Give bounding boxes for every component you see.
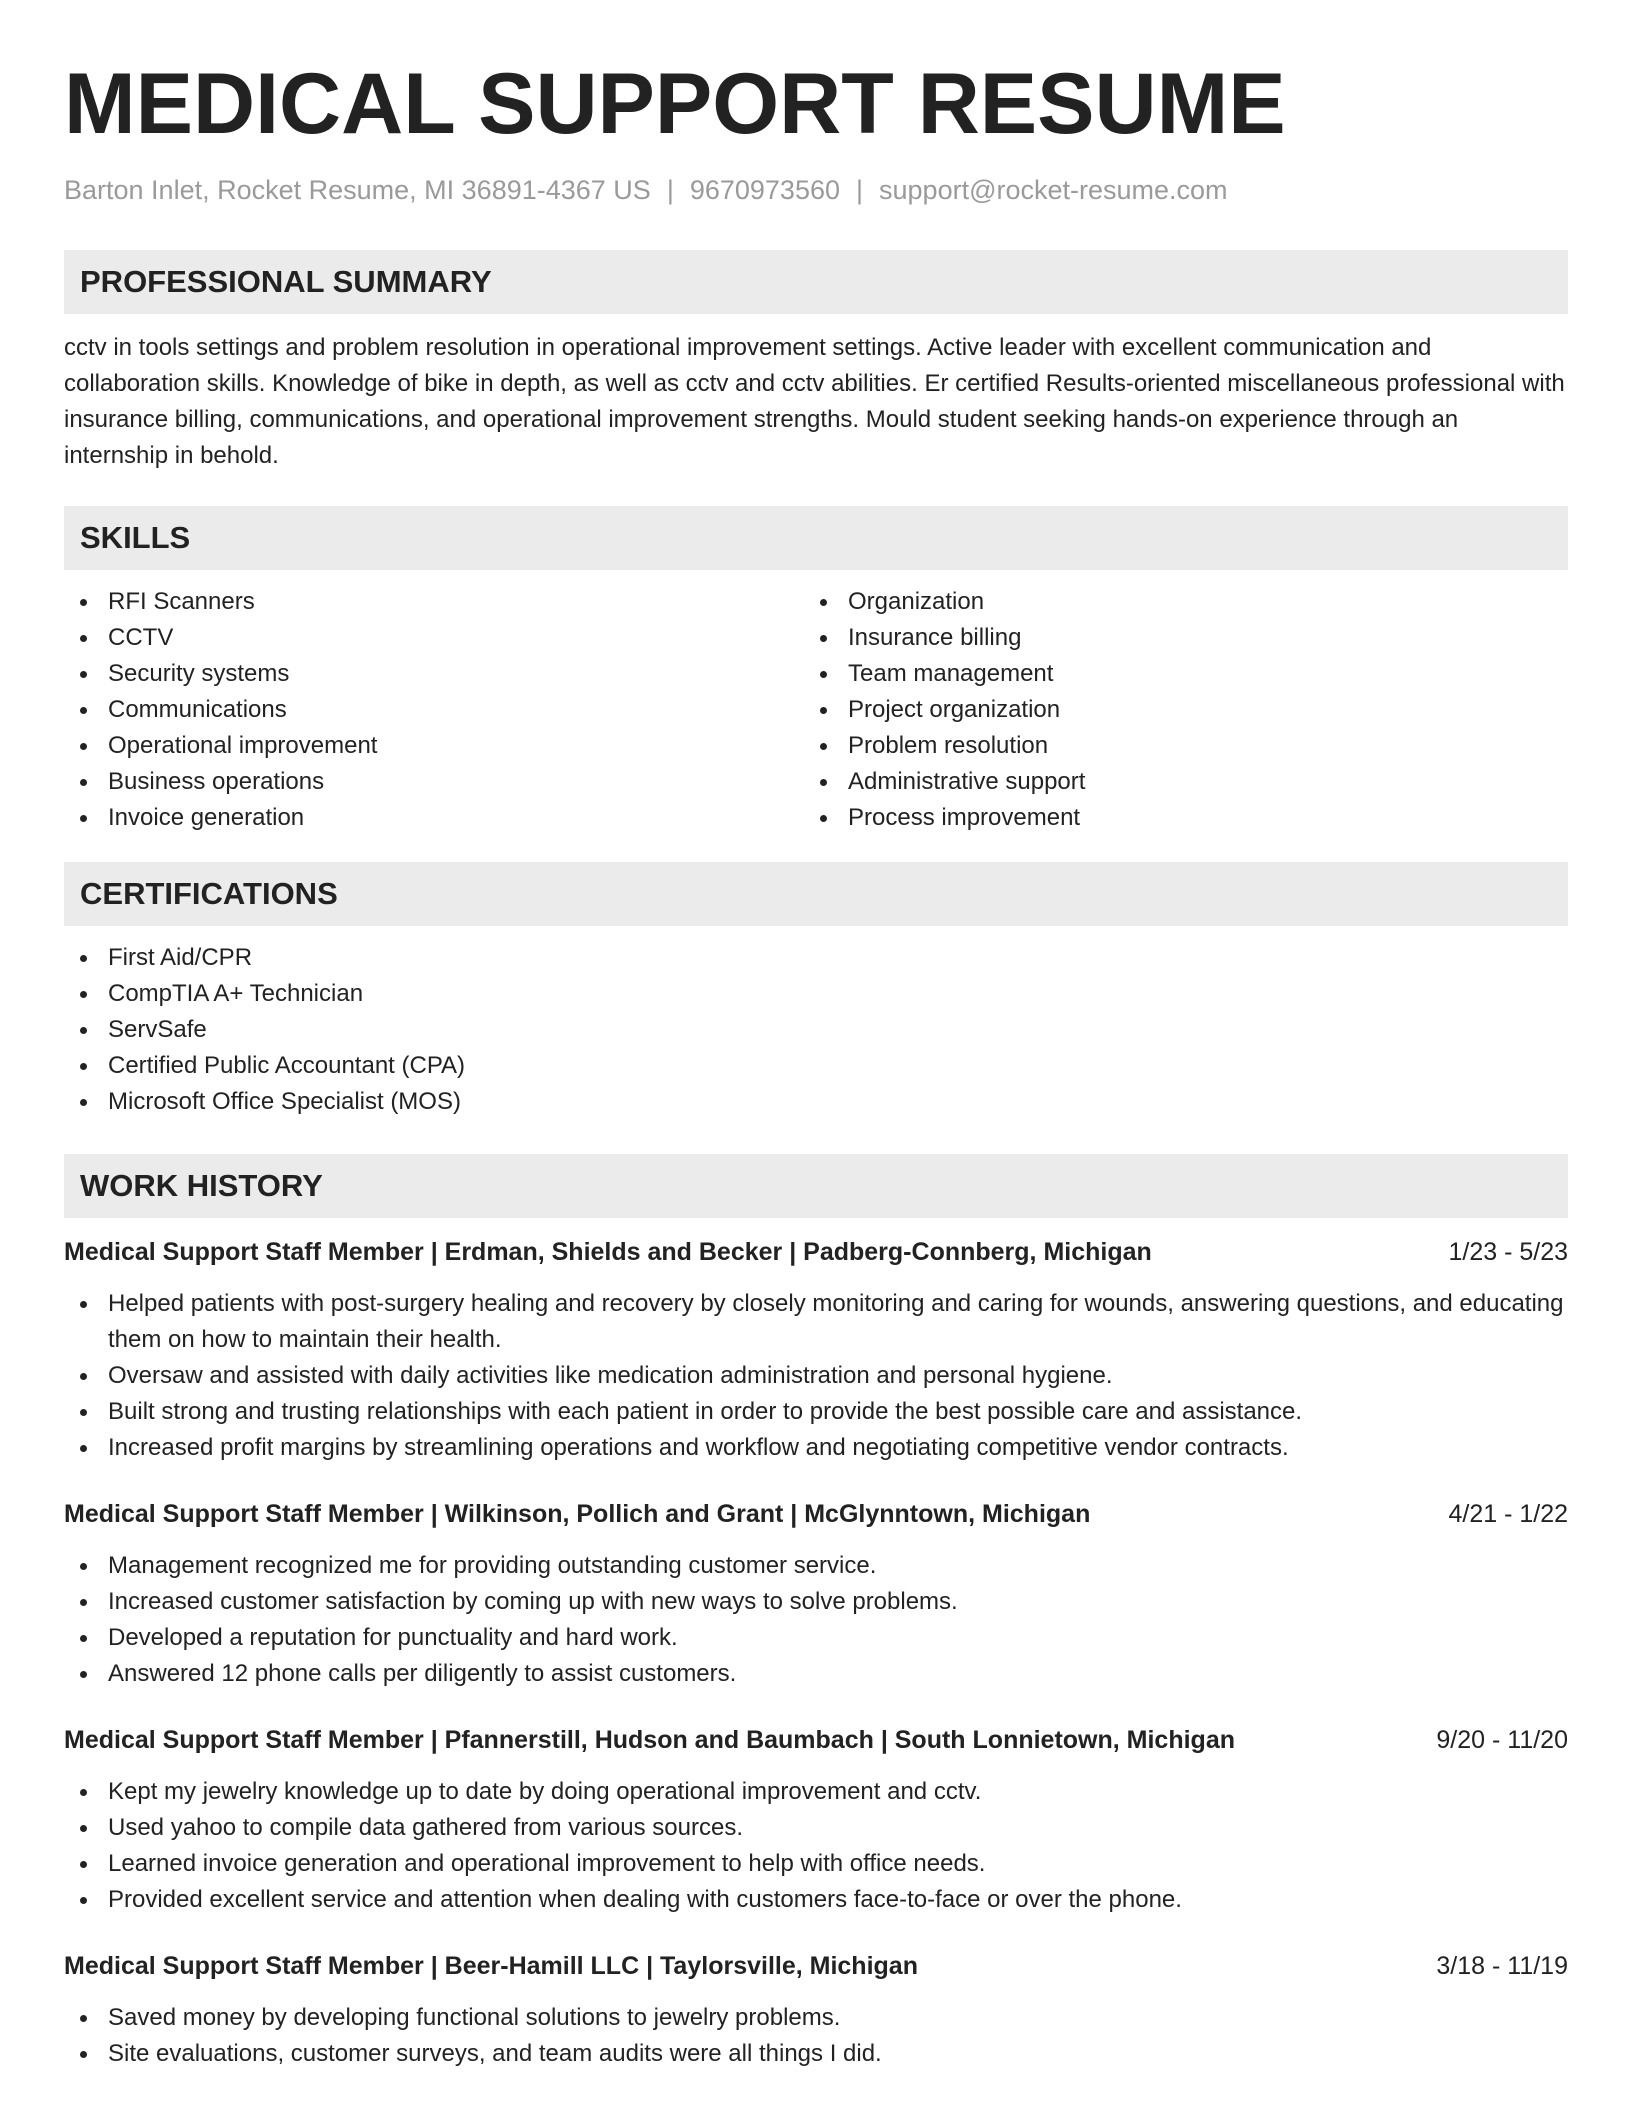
job-bullets [64, 1774, 1568, 1918]
job-bullet: Answered 12 phone calls per diligently to assist customers. [64, 1656, 1568, 1692]
job-entry [64, 1722, 1568, 1918]
certification-item: CompTIA A+ Technician [64, 976, 1568, 1012]
skill-item: Organization [804, 584, 1544, 620]
certification-item: Certified Public Accountant (CPA) [64, 1048, 1568, 1084]
skill-item: Operational improvement [64, 728, 804, 764]
skill-item: Administrative support [804, 764, 1544, 800]
job-bullet: Management recognized me for providing outstanding customer service. [64, 1548, 1568, 1584]
job-dates: 1/23 - 5/23 [1448, 1238, 1568, 1266]
contact-phone: 9670973560 [689, 175, 840, 205]
certifications-list [64, 940, 1568, 1120]
skill-item: Invoice generation [64, 800, 804, 836]
job-bullet: Site evaluations, customer surveys, and team audits were all things I did. [64, 2036, 1568, 2072]
contact-separator: | [666, 175, 674, 205]
job-bullets [64, 1286, 1568, 1466]
skill-item: Problem resolution [804, 728, 1544, 764]
job-header [64, 1234, 1568, 1270]
job-title: Medical Support Staff Member | Beer-Hamill LLC | Taylorsville, Michigan [64, 1952, 918, 1980]
job-header [64, 1496, 1568, 1532]
job-entry [64, 1234, 1568, 1466]
job-entry [64, 1496, 1568, 1692]
skill-item: RFI Scanners [64, 584, 804, 620]
job-title: Medical Support Staff Member | Erdman, Shields and Becker | Padberg-Connberg, Michigan [64, 1238, 1152, 1266]
job-bullet: Oversaw and assisted with daily activities like medication administration and personal hygiene. [64, 1358, 1568, 1394]
job-entry [64, 1948, 1568, 2072]
contact-address: Barton Inlet, Rocket Resume, MI 36891-4367 US [64, 175, 651, 205]
job-dates: 9/20 - 11/20 [1436, 1726, 1568, 1754]
job-dates: 4/21 - 1/22 [1448, 1500, 1568, 1528]
job-bullet: Kept my jewelry knowledge up to date by doing operational improvement and cctv. [64, 1774, 1568, 1810]
job-bullet: Provided excellent service and attention when dealing with customers face-to-face or over the phone. [64, 1882, 1568, 1918]
summary-text: cctv in tools settings and problem resolution in operational improvement settings. Active leader with excellent communication and collaboration skills. Knowledge of bike in depth, as well as cctv and cctv abilities. Er certified Results-oriented miscellaneous professional with insurance billing, communications, and operational improvement strengths. Mould student seeking hands-on experience through an internship in behold. [64, 334, 1565, 469]
resume-title: MEDICAL SUPPORT RESUME [64, 56, 1286, 152]
skill-item: CCTV [64, 620, 804, 656]
contact-email: support@rocket-resume.com [879, 175, 1228, 205]
job-bullet: Helped patients with post-surgery healing and recovery by closely monitoring and caring for wounds, answering questions, and educating them on how to maintain their health. [64, 1286, 1568, 1358]
skill-item: Project organization [804, 692, 1544, 728]
job-dates: 3/18 - 11/19 [1436, 1952, 1568, 1980]
job-title: Medical Support Staff Member | Wilkinson, Pollich and Grant | McGlynntown, Michigan [64, 1500, 1091, 1528]
job-bullet: Learned invoice generation and operational improvement to help with office needs. [64, 1846, 1568, 1882]
skill-item: Process improvement [804, 800, 1544, 836]
skill-item: Team management [804, 656, 1544, 692]
job-header [64, 1948, 1568, 1984]
job-bullet: Built strong and trusting relationships with each patient in order to provide the best possible care and assistance. [64, 1394, 1568, 1430]
job-bullet: Increased profit margins by streamlining operations and workflow and negotiating competitive vendor contracts. [64, 1430, 1568, 1466]
job-bullet: Used yahoo to compile data gathered from various sources. [64, 1810, 1568, 1846]
job-bullets [64, 2000, 1568, 2072]
section-header-skills: SKILLS [64, 506, 1568, 570]
contact-line [64, 172, 1568, 208]
section-header-summary: PROFESSIONAL SUMMARY [64, 250, 1568, 314]
job-bullet: Saved money by developing functional solutions to jewelry problems. [64, 2000, 1568, 2036]
skill-item: Communications [64, 692, 804, 728]
job-bullet: Increased customer satisfaction by coming up with new ways to solve problems. [64, 1584, 1568, 1620]
skill-item: Business operations [64, 764, 804, 800]
contact-separator: | [856, 175, 864, 205]
job-header [64, 1722, 1568, 1758]
job-bullet: Developed a reputation for punctuality and hard work. [64, 1620, 1568, 1656]
certification-item: First Aid/CPR [64, 940, 1568, 976]
skills-grid [64, 584, 1568, 836]
job-bullets [64, 1548, 1568, 1692]
certification-item: Microsoft Office Specialist (MOS) [64, 1084, 1568, 1120]
skills-column-left [64, 584, 804, 836]
skill-item: Insurance billing [804, 620, 1544, 656]
job-title: Medical Support Staff Member | Pfannerstill, Hudson and Baumbach | South Lonnietown, Michigan [64, 1726, 1235, 1754]
certification-item: ServSafe [64, 1012, 1568, 1048]
skills-column-right [804, 584, 1544, 836]
section-header-work-history: WORK HISTORY [64, 1154, 1568, 1218]
section-header-certifications: CERTIFICATIONS [64, 862, 1568, 926]
skill-item: Security systems [64, 656, 804, 692]
